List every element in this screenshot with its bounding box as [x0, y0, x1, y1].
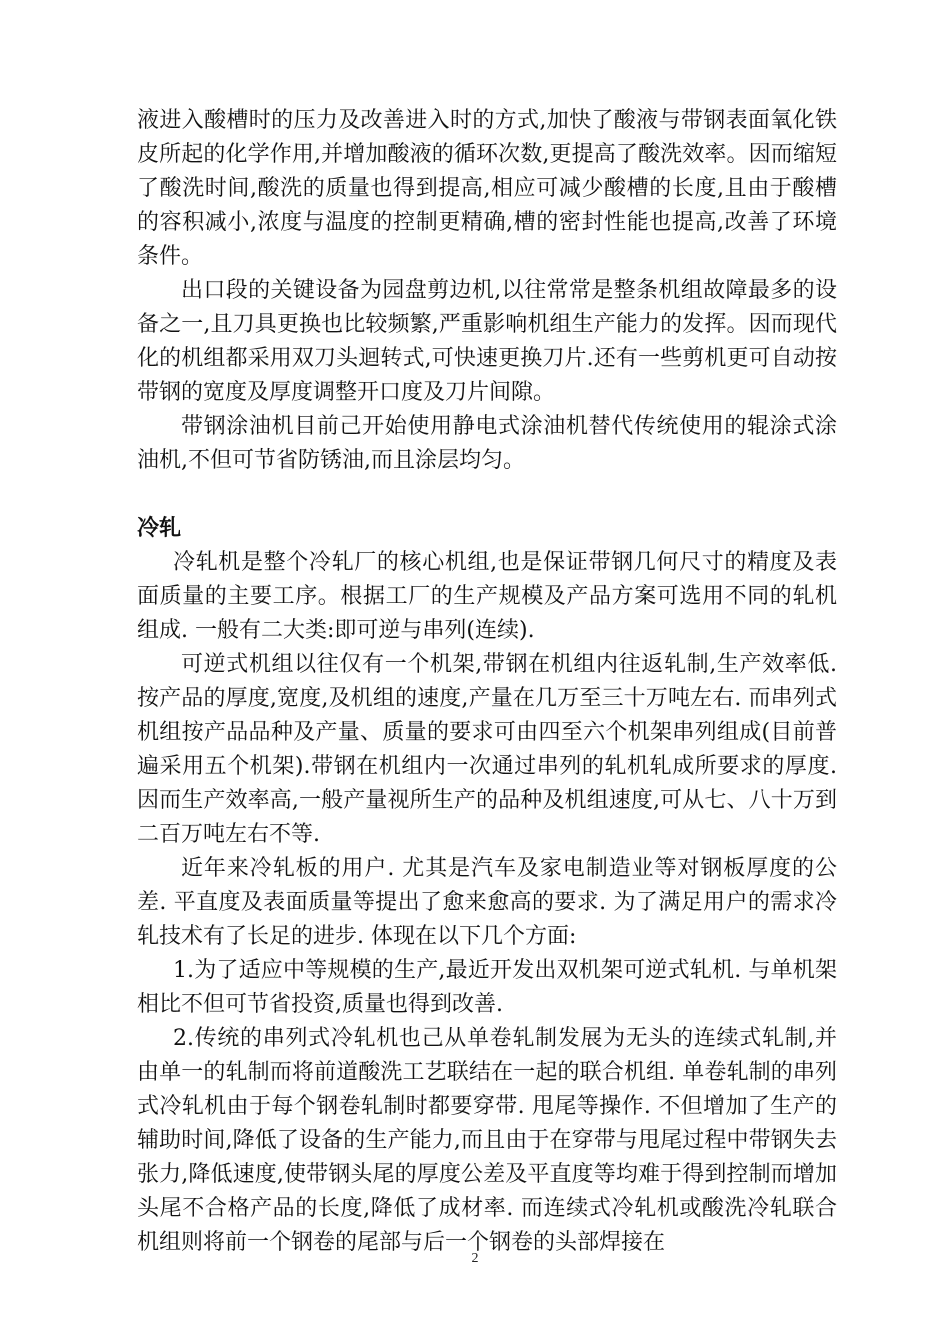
paragraph-oiler: 带钢涂油机目前己开始使用静电式涂油机替代传统使用的辊涂式涂油机,不但可节省防锈油,而且涂层均匀。: [137, 414, 837, 473]
paragraph-cold-mill-intro: 冷轧机是整个冷轧厂的核心机组,也是保证带钢几何尺寸的精度及表面质量的主要工序。根据工厂的生产规模及产品方案可选用不同的轧机组成. 一般有二大类:即可逆与串列(连续).: [137, 550, 837, 643]
paragraph-exit-section: 出口段的关键设备为园盘剪边机,以往常常是整条机组故障最多的设备之一,且刀具更换也比较频繁,严重影响机组生产能力的发挥。因而现代化的机组都采用双刀头迴转式,可快速更换刀片.还有一些剪机更可自动按带钢的宽度及厚度调整开口度及刀片间隙。: [137, 278, 837, 405]
page-body: [137, 104, 837, 1260]
paragraph-user-demands: 近年来冷轧板的用户. 尤其是汽车及家电制造业等对钢板厚度的公差. 平直度及表面质量等提出了愈来愈高的要求. 为了满足用户的需求冷轧技术有了长足的进步. 体现在以下几个方面:: [137, 856, 837, 949]
paragraph-reversing-mill: 可逆式机组以往仅有一个机架,带钢在机组内往返轧制,生产效率低.按产品的厚度,宽度,及机组的速度,产量在几万至三十万吨左右. 而串列式机组按产品品种及产量、质量的要求可由四至六个机架串列组成(目前普遍采用五个机架).带钢在机组内一次通过串列的轧机轧成所要求的厚度. 因而生产效率高,一般产量视所生产的品种及机组速度,可从七、八十万到二百万吨左右不等.: [137, 652, 837, 847]
list-item: 1.为了适应中等规模的生产,最近开发出双机架可逆式轧机. 与单机架相比不但可节省投资,质量也得到改善.: [137, 958, 837, 1017]
section-heading: 冷轧: [137, 516, 182, 541]
list-item: 2.传统的串列式冷轧机也己从单卷轧制发展为无头的连续式轧制,并由单一的轧制而将前道酸洗工艺联结在一起的联合机组. 单卷轧制的串列式冷轧机由于每个钢卷轧制时都要穿带. 甩尾等操作. 不但增加了生产的辅助时间,降低了设备的生产能力,而且由于在穿带与甩尾过程中带钢失去张力,降低速度,使带钢头尾的厚度公差及平直度等均难于得到控制而增加头尾不合格产品的长度,降低了成材率. 而连续式冷轧机或酸洗冷轧联合机组则将前一个钢卷的尾部与后一个钢卷的头部焊接在: [137, 1026, 837, 1255]
page-number: 2: [471, 1251, 479, 1266]
paragraph-acid-tank: 液进入酸槽时的压力及改善进入时的方式,加快了酸液与带钢表面氧化铁皮所起的化学作用,并增加酸液的循环次数,更提高了酸洗效率。因而缩短了酸洗时间,酸洗的质量也得到提高,相应可减少酸槽的长度,且由于酸槽的容积减小,浓度与温度的控制更精确,槽的密封性能也提高,改善了环境条件。: [137, 108, 837, 269]
